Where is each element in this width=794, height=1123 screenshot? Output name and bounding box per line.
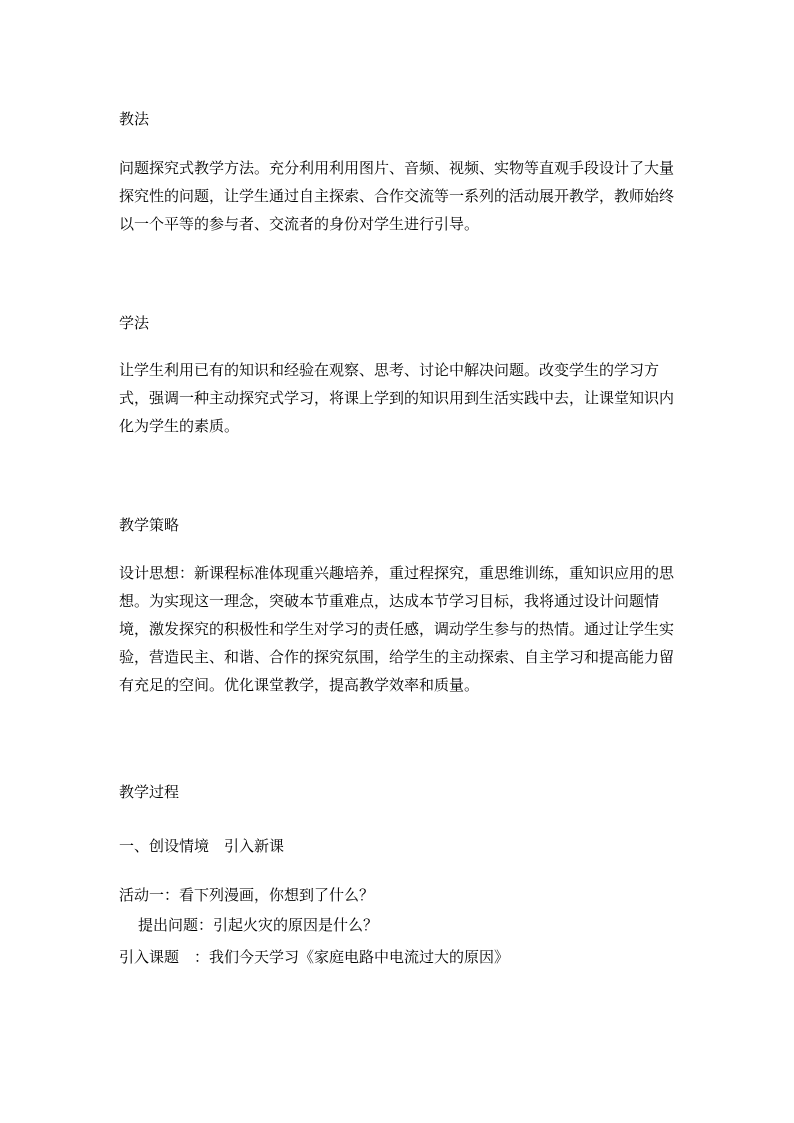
process-activity-one: 活动一：看下列漫画，你想到了什么？ bbox=[119, 886, 375, 904]
process-step-one: 一、创设情境 引入新课 bbox=[119, 837, 285, 855]
heading-teaching-method: 教法 bbox=[119, 110, 150, 128]
paragraph-teaching-strategy: 设计思想：新课程标准体现重兴趣培养，重过程探究，重思维训练，重知识应用的思想。为实现这一理念，突破本节重难点，达成本节学习目标，我将通过设计问题情境，激发探究的积极性和学生对学习的责任感，调动学生参与的热情。通过让学生实验，营造民主、和谐、合作的探究氛围，给学生的主动探索、自主学习和提高能力留有充足的空间。优化课堂教学，提高教学效率和质量。 bbox=[119, 564, 675, 694]
process-question: 提出问题：引起火灾的原因是什么？ bbox=[138, 916, 379, 934]
paragraph-teaching-method: 问题探究式教学方法。充分利用利用图片、音频、视频、实物等直观手段设计了大量探究性的问题，让学生通过自主探索、合作交流等一系列的活动展开教学，教师始终以一个平等的参与者、交流者的身份对学生进行引导。 bbox=[119, 159, 675, 233]
heading-learning-method: 学法 bbox=[119, 314, 150, 332]
heading-teaching-strategy: 教学策略 bbox=[119, 516, 180, 534]
paragraph-learning-method: 让学生利用已有的知识和经验在观察、思考、讨论中解决问题。改变学生的学习方式，强调一种主动探究式学习，将课上学到的知识用到生活实践中去，让课堂知识内化为学生的素质。 bbox=[119, 361, 675, 435]
heading-teaching-process: 教学过程 bbox=[119, 783, 180, 801]
process-topic: 引入课题 ：我们今天学习《家庭电路中电流过大的原因》 bbox=[119, 948, 510, 966]
